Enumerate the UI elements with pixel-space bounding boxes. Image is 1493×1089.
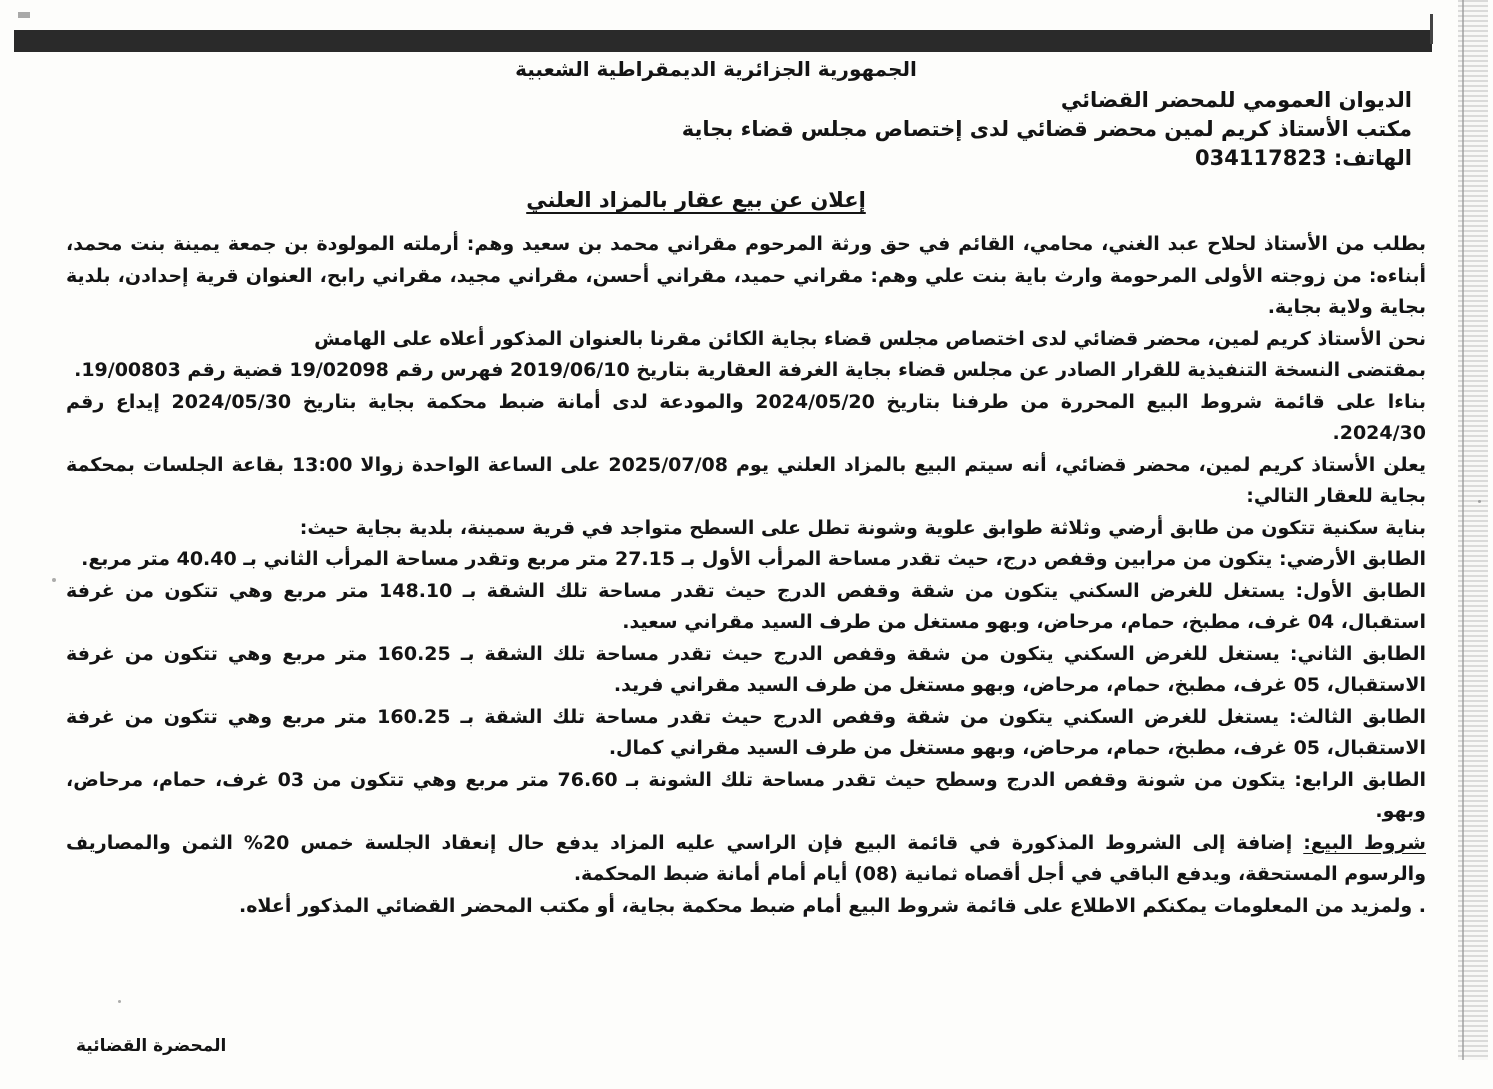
republic-heading: الجمهورية الجزائرية الديمقراطية الشعبية (515, 57, 917, 81)
phone-label: الهاتف: (1333, 146, 1412, 170)
paragraph-fourth-floor: الطابق الرابع: يتكون من شونة وقفص الدرج وسطح حيث تقدر مساحة تلك الشونة بـ 76.60 متر مربع وهي تتكون من 03 غرف، حمام، مرحاض، وبهو. (66, 768, 1426, 822)
paragraph-second-floor: الطابق الثاني: يستغل للغرض السكني يتكون من شقة وقفص الدرج حيث تقدر مساحة تلك الشقة بـ 160.25 متر مربع وهي تتكون من غرفة الاستقبال، 05 غرف، مطبخ، حمام، مرحاض، وبهو مستغل من طرف السيد مقراني فريد. (66, 642, 1427, 696)
paragraph-sale-conditions (66, 828, 1426, 891)
announcement-document (66, 52, 1426, 922)
phone-number: 034117823 (1195, 146, 1327, 170)
announcement-title (66, 185, 1326, 215)
paragraph-request: بطلب من الأستاذ لحلاح عبد الغني، محامي، القائم في حق ورثة المرحوم مقراني محمد بن سعيد وهم: أرملته المولودة بن جمعة يمينة بنت محمد، أبناءه: من زوجته الأولى المرحومة وارث باية بنت علي وهم: مقراني حميد، مقراني أحسن، مقراني مجيد، مقراني رابح، العنوان قرية إحدادن، بلدية بجاية ولاية بجاية. (66, 233, 1426, 318)
scan-speck (52, 578, 56, 582)
phone-line (66, 144, 1412, 173)
scan-top-bar (14, 30, 1432, 52)
bailiff-office-line: مكتب الأستاذ كريم لمين محضر قضائي لدى إختصاص مجلس قضاء بجاية (681, 117, 1412, 141)
scan-speck (1478, 500, 1481, 503)
scan-corner-mark (18, 12, 30, 18)
paragraph-first-floor: الطابق الأول: يستغل للغرض السكني يتكون من شقة وقفص الدرج حيث تقدر مساحة تلك الشقة بـ 148.10 متر مربع وهي تتكون من غرفة استقبال، 04 غرف، مطبخ، حمام، مرحاض، وبهو مستغل من طرف السيد مقراني سعيد. (66, 579, 1426, 633)
scan-edge-line (1462, 0, 1464, 1060)
announcement-title-text: إعلان عن بيع عقار بالمزاد العلني (526, 188, 866, 212)
sale-conditions-label: شروط البيع: (1303, 831, 1426, 854)
office-name: الديوان العمومي للمحضر القضائي (1060, 88, 1412, 112)
paragraph-third-floor: الطابق الثالث: يستغل للغرض السكني يتكون من شقة وقفص الدرج حيث تقدر مساحة تلك الشقة بـ 160.25 متر مربع وهي تتكون من غرفة الاستقبال، 05 غرف، مطبخ، حمام، مرحاض، وبهو مستغل من طرف السيد مقراني كمال. (66, 705, 1426, 759)
signature-line: المحضرة القضائية (76, 1036, 227, 1056)
paragraph-ground-floor: الطابق الأرضي: يتكون من مرابين وقفص درج، حيث تقدر مساحة المرأب الأول بـ 27.15 متر مربع وتقدر مساحة المرأب الثاني بـ 40.40 متر مربع. (81, 548, 1426, 570)
paragraph-decision: بمقتضى النسخة التنفيذية للقرار الصادر عن مجلس قضاء بجاية الغرفة العقارية بتاريخ 2019/06/10 فهرس رقم 19/02098 قضية رقم 19/00803. (74, 359, 1426, 381)
scan-speck (118, 1000, 121, 1003)
paragraph-more-info: . ولمزيد من المعلومات يمكنكم الاطلاع على قائمة شروط البيع أمام ضبط محكمة بجاية، أو مكتب المحضر القضائي المذكور أعلاه. (238, 894, 1426, 917)
paragraph-bailiff: نحن الأستاذ كريم لمين، محضر قضائي لدى اختصاص مجلس قضاء بجاية الكائن مقرنا بالعنوان المذكور أعلاه على الهامش (314, 327, 1426, 350)
scan-top-bar-edge (1430, 14, 1433, 44)
paragraph-conditions-list: بناءا على قائمة شروط البيع المحررة من طرفنا بتاريخ 2024/05/20 والمودعة لدى أمانة ضبط محكمة بجاية بتاريخ 2024/05/30 إيداع رقم 2024/30. (66, 390, 1426, 444)
paragraph-building: بناية سكنية تتكون من طابق أرضي وثلاثة طوابق علوية وشونة تطل على السطح متواجد في قرية سمينة، بلدية بجاية حيث: (299, 516, 1426, 539)
paragraph-sale-date: يعلن الأستاذ كريم لمين، محضر قضائي، أنه سيتم البيع بالمزاد العلني يوم 2025/07/08 على الساعة الواحدة زوالا 13:00 بقاعة الجلسات بمحكمة بجاية للعقار التالي: (66, 453, 1426, 507)
sale-conditions-text: إضافة إلى الشروط المذكورة في قائمة البيع فإن الراسي عليه المزاد يدفع حال إنعقاد الجلسة خمس 20% الثمن والمصاريف والرسوم المستحقة، ويدفع الباقي في أجل أقصاه ثمانية (08) أيام أمام أمانة ضبط المحكمة. (66, 831, 1426, 885)
